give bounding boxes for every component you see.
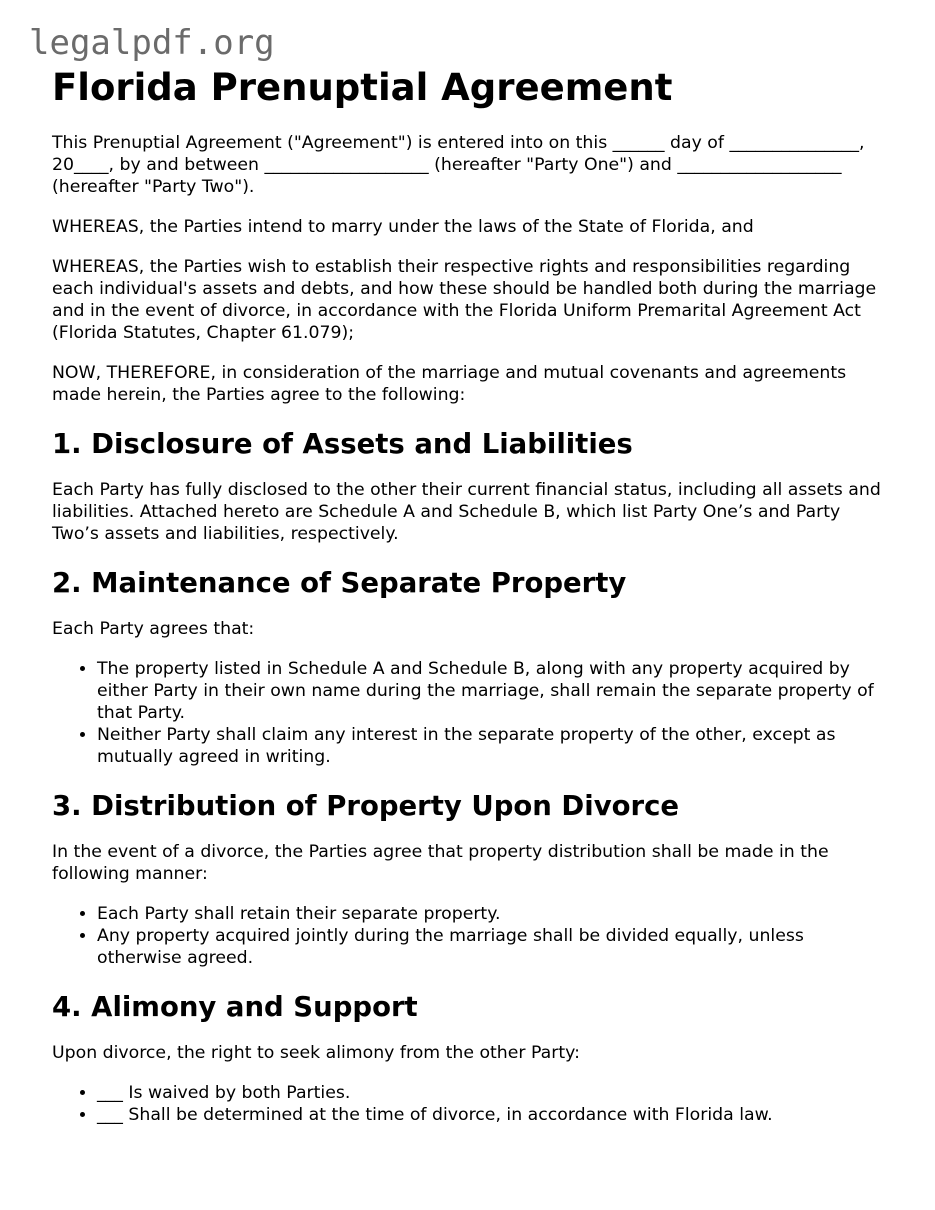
list-item: • Each Party shall retain their separate property.: [97, 903, 892, 925]
list-item: • The property listed in Schedule A and Schedule B, along with any property acquired by either Party in their own name during the marriage, shall remain the separate property of that Party.: [97, 658, 892, 724]
document-title: Florida Prenuptial Agreement: [52, 66, 673, 109]
section-body-distribution: In the event of a divorce, the Parties agree that property distribution shall be made in the following manner:: [52, 842, 829, 884]
section-heading-disclosure: 1. Disclosure of Assets and Liabilities: [52, 428, 633, 460]
now-therefore-paragraph: NOW, THEREFORE, in consideration of the marriage and mutual covenants and agreements made herein, the Parties agree to the following:: [52, 363, 847, 405]
intro-paragraph: This Prenuptial Agreement ("Agreement") is entered into on this ______ day of _______________, 20____, by and between ___________________ (hereafter "Party One") and ___________________ (hereafter "Party Two").: [52, 133, 865, 197]
section-heading-alimony: 4. Alimony and Support: [52, 991, 418, 1023]
section-heading-distribution: 3. Distribution of Property Upon Divorce: [52, 790, 680, 822]
watermark-logo: legalpdf.org: [29, 23, 275, 63]
section-body-disclosure: Each Party has fully disclosed to the other their current financial status, including all assets and liabilities. Attached hereto are Schedule A and Schedule B, which list Party One’s and Party Two’s assets and liabilities, respectively.: [52, 480, 881, 544]
document-body: [52, 66, 892, 1144]
distribution-list: [52, 903, 892, 969]
list-item: • ___ Is waived by both Parties.: [97, 1082, 892, 1104]
whereas-paragraph-2: WHEREAS, the Parties wish to establish their respective rights and responsibilities regarding each individual's assets and debts, and how these should be handled both during the marriage and in the event of divorce, in accordance with the Florida Uniform Premarital Agreement Act (Florida Statutes, Chapter 61.079);: [52, 257, 877, 343]
whereas-paragraph-1: WHEREAS, the Parties intend to marry under the laws of the State of Florida, and: [52, 217, 754, 237]
list-item: • Any property acquired jointly during the marriage shall be divided equally, unless otherwise agreed.: [97, 925, 892, 969]
list-item: • ___ Shall be determined at the time of divorce, in accordance with Florida law.: [97, 1104, 892, 1126]
alimony-options-list: [52, 1082, 892, 1126]
section-heading-separate-property: 2. Maintenance of Separate Property: [52, 567, 627, 599]
list-item: • Neither Party shall claim any interest in the separate property of the other, except as mutually agreed in writing.: [97, 724, 892, 768]
section-body-separate-property: Each Party agrees that:: [52, 619, 255, 639]
section-body-alimony: Upon divorce, the right to seek alimony from the other Party:: [52, 1043, 580, 1063]
separate-property-list: [52, 658, 892, 768]
